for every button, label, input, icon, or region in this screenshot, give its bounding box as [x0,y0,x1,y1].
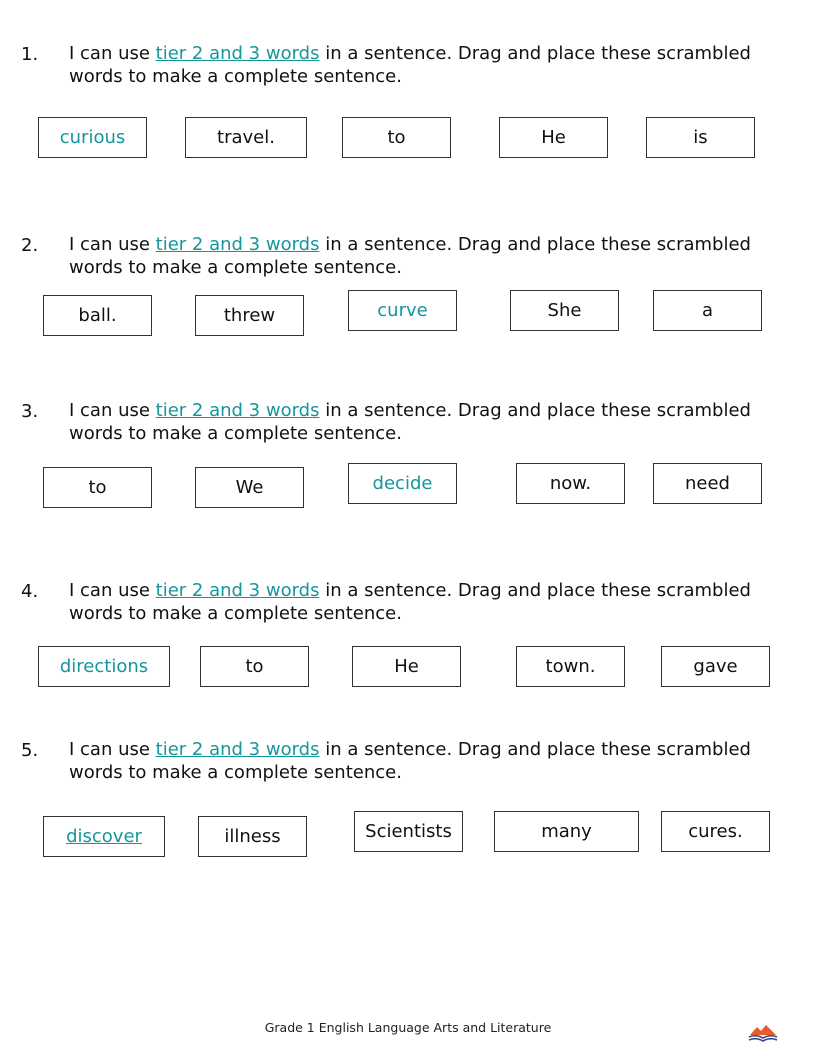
word-tile-town[interactable]: town. [516,646,625,687]
question-number: 4. [21,581,39,602]
prompt-prefix: I can use [69,43,156,64]
word-tile-to[interactable]: to [342,117,451,158]
word-tile-gave[interactable]: gave [661,646,770,687]
prompt-suffix: in a sentence. Drag and place these scrambled words to make a complete sentence. [69,580,751,624]
word-tile-directions[interactable]: directions [38,646,170,687]
tier-words-link[interactable]: tier 2 and 3 words [155,580,320,601]
question-number: 2. [21,235,39,256]
word-tile-many[interactable]: many [494,811,639,852]
word-tile-is[interactable]: is [646,117,755,158]
word-tile-label: discover [66,826,142,847]
question-number: 5. [21,740,39,761]
prompt-suffix: in a sentence. Drag and place these scrambled words to make a complete sentence. [69,739,751,783]
tier-words-link[interactable]: tier 2 and 3 words [155,739,320,760]
word-tile-a[interactable]: a [653,290,762,331]
word-tile-to[interactable]: to [200,646,309,687]
prompt-prefix: I can use [69,739,156,760]
prompt-suffix: in a sentence. Drag and place these scrambled words to make a complete sentence. [69,234,751,278]
word-tile-need[interactable]: need [653,463,762,504]
prompt-prefix: I can use [69,234,156,255]
word-tile-ball[interactable]: ball. [43,295,152,336]
word-tile-travel[interactable]: travel. [185,117,307,158]
question-number: 3. [21,401,39,422]
word-tile-he[interactable]: He [499,117,608,158]
prompt-prefix: I can use [69,580,156,601]
prompt-prefix: I can use [69,400,156,421]
tier-words-link[interactable]: tier 2 and 3 words [155,43,320,64]
prompt-suffix: in a sentence. Drag and place these scrambled words to make a complete sentence. [69,400,751,444]
prompt-suffix: in a sentence. Drag and place these scrambled words to make a complete sentence. [69,43,751,87]
word-tile-illness[interactable]: illness [198,816,307,857]
word-tile-she[interactable]: She [510,290,619,331]
page-footer: Grade 1 English Language Arts and Literature [264,1020,552,1035]
question-prompt [69,580,769,625]
question-number: 1. [21,44,39,65]
word-tile-scientists[interactable]: Scientists [354,811,463,852]
word-tile-threw[interactable]: threw [195,295,304,336]
word-tile-we[interactable]: We [195,467,304,508]
word-tile-cures[interactable]: cures. [661,811,770,852]
word-tile-decide[interactable]: decide [348,463,457,504]
word-tile-curious[interactable]: curious [38,117,147,158]
book-mountain-logo-icon [748,1022,778,1044]
tier-words-link[interactable]: tier 2 and 3 words [155,234,320,255]
question-prompt [69,400,769,445]
tier-words-link[interactable]: tier 2 and 3 words [155,400,320,421]
word-tile-now[interactable]: now. [516,463,625,504]
word-tile-curve[interactable]: curve [348,290,457,331]
question-prompt [69,234,769,279]
question-prompt [69,739,769,784]
word-tile-to[interactable]: to [43,467,152,508]
word-tile-discover[interactable] [43,816,165,857]
question-prompt [69,43,769,88]
word-tile-he[interactable]: He [352,646,461,687]
